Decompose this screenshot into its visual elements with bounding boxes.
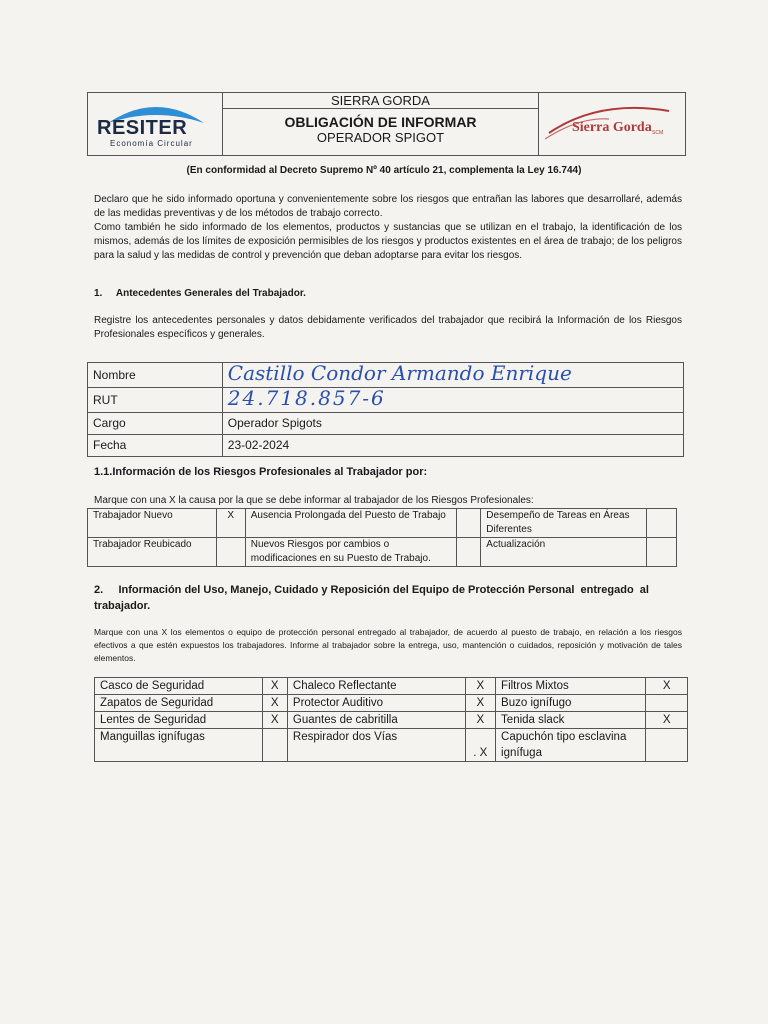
- table-row: [88, 435, 684, 457]
- ppe-label: Lentes de Seguridad: [95, 712, 263, 729]
- ppe-label: Capuchón tipo esclavina ignífuga: [496, 729, 646, 762]
- ppe-checkbox[interactable]: X: [262, 695, 287, 712]
- ppe-label: Chaleco Reflectante: [287, 678, 465, 695]
- ppe-label: Tenida slack: [496, 712, 646, 729]
- ppe-label: Respirador dos Vías: [287, 729, 465, 762]
- table-row: [95, 729, 688, 762]
- ppe-checkbox[interactable]: X: [646, 678, 688, 695]
- header-title-block: [223, 93, 538, 155]
- rut-label: RUT: [88, 388, 223, 413]
- sierra-gorda-logo-suffix: SCM: [652, 130, 664, 136]
- ppe-checkbox[interactable]: . X: [465, 729, 495, 762]
- table-row: [88, 509, 677, 538]
- cause-label: Trabajador Nuevo: [88, 509, 217, 538]
- conformity-note: (En conformidad al Decreto Supremo Nº 40 artículo 21, complementa la Ley 16.744): [186, 165, 582, 176]
- ppe-label: Manguillas ignífugas: [95, 729, 263, 762]
- ppe-label: Guantes de cabritilla: [287, 712, 465, 729]
- table-row: [95, 712, 688, 729]
- section-2-title: 2. Información del Uso, Manejo, Cuidado y Reposición del Equipo de Protección Personal entregado al trabajador.: [94, 584, 653, 612]
- sierra-gorda-logo: [538, 93, 686, 155]
- cause-checkbox[interactable]: [647, 509, 677, 538]
- document-title: OBLIGACIÓN DE INFORMAR: [284, 114, 477, 130]
- nombre-field[interactable]: [222, 363, 683, 388]
- table-row: [88, 538, 677, 567]
- ppe-label: Filtros Mixtos: [496, 678, 646, 695]
- table-row: [88, 413, 684, 435]
- table-row: [95, 695, 688, 712]
- sierra-gorda-logo-text: Sierra Gorda: [572, 120, 652, 135]
- resiter-logo-text: RESITER: [97, 117, 188, 139]
- cause-label: Nuevos Riesgos por cambios o modificaciones en su Puesto de Trabajo.: [245, 538, 457, 567]
- declaration-paragraph-1: Declaro que he sido informado oportuna y convenientemente sobre los riesgos que entrañan las labores que desarrollaré, además de las medidas preventivas y de los métodos de trabajo correcto.: [94, 194, 682, 219]
- cause-checkbox[interactable]: [216, 538, 245, 567]
- resiter-logo: [88, 93, 223, 155]
- section-1-intro: Registre los antecedentes personales y datos debidamente verificados del trabajador que recibirá la Información de los Riesgos Profesionales específicos y generales.: [94, 315, 682, 340]
- ppe-label: Protector Auditivo: [287, 695, 465, 712]
- table-row: [88, 388, 684, 413]
- cause-checkbox[interactable]: [457, 538, 481, 567]
- nombre-label: Nombre: [88, 363, 223, 388]
- document-subtitle: OPERADOR SPIGOT: [316, 130, 445, 145]
- nombre-value: Castillo Condor Armando Enrique: [227, 361, 572, 385]
- rut-value: 24.718.857-6: [227, 386, 386, 410]
- declaration-paragraph-2: Como también he sido informado de los elementos, productos y sustancias que se utilizan en el trabajo, la identificación de los mismos, además de los límites de exposición permisibles de los riesgos y productos existentes en el área de trabajo; de los peligros para la salud y las medidas de control y prevención que deban adoptarse para evitar los riesgos.: [94, 222, 682, 261]
- ppe-checkbox[interactable]: X: [262, 678, 287, 695]
- ppe-checkbox[interactable]: X: [646, 712, 688, 729]
- ppe-checkbox[interactable]: [646, 695, 688, 712]
- table-row: [88, 363, 684, 388]
- cause-table: [87, 508, 677, 567]
- ppe-checkbox[interactable]: [646, 729, 688, 762]
- ppe-checkbox[interactable]: X: [465, 678, 495, 695]
- fecha-value[interactable]: 23-02-2024: [222, 435, 683, 457]
- resiter-logo-subtext: Economía Circular: [110, 139, 193, 148]
- cargo-value[interactable]: Operador Spigots: [222, 413, 683, 435]
- cause-checkbox[interactable]: [647, 538, 677, 567]
- ppe-checkbox[interactable]: X: [262, 712, 287, 729]
- ppe-label: Casco de Seguridad: [95, 678, 263, 695]
- section-1-1-intro: Marque con una X la causa por la que se debe informar al trabajador de los Riesgos Profesionales:: [94, 495, 534, 506]
- section-2-intro: Marque con una X los elementos o equipo de protección personal entregado al trabajador, de acuerdo al puesto de trabajo, en relación a los riesgos efectivos a que estén expuestos los trabajadores. Informe al trabajador sobre la entrega, uso, mantención o cuidados, reposición y motivación de tales elementos.: [94, 627, 682, 663]
- ppe-table: [94, 677, 688, 762]
- table-row: [95, 678, 688, 695]
- cause-label: Trabajador Reubicado: [88, 538, 217, 567]
- rut-field[interactable]: [222, 388, 683, 413]
- ppe-checkbox[interactable]: X: [465, 695, 495, 712]
- cause-label: Desempeño de Tareas en Áreas Diferentes: [481, 509, 647, 538]
- fecha-label: Fecha: [88, 435, 223, 457]
- ppe-checkbox[interactable]: X: [465, 712, 495, 729]
- site-name: SIERRA GORDA: [223, 93, 538, 109]
- ppe-label: Zapatos de Seguridad: [95, 695, 263, 712]
- cargo-label: Cargo: [88, 413, 223, 435]
- section-1-title: 1. Antecedentes Generales del Trabajador.: [94, 288, 306, 299]
- cause-checkbox[interactable]: X: [216, 509, 245, 538]
- ppe-checkbox[interactable]: [262, 729, 287, 762]
- document-header: [87, 92, 686, 156]
- cause-checkbox[interactable]: [457, 509, 481, 538]
- ppe-label: Buzo ignífugo: [496, 695, 646, 712]
- cause-label: Actualización: [481, 538, 647, 567]
- cause-label: Ausencia Prolongada del Puesto de Trabajo: [245, 509, 457, 538]
- section-1-1-title: 1.1.Información de los Riesgos Profesionales al Trabajador por:: [94, 466, 428, 478]
- worker-info-table: [87, 362, 684, 457]
